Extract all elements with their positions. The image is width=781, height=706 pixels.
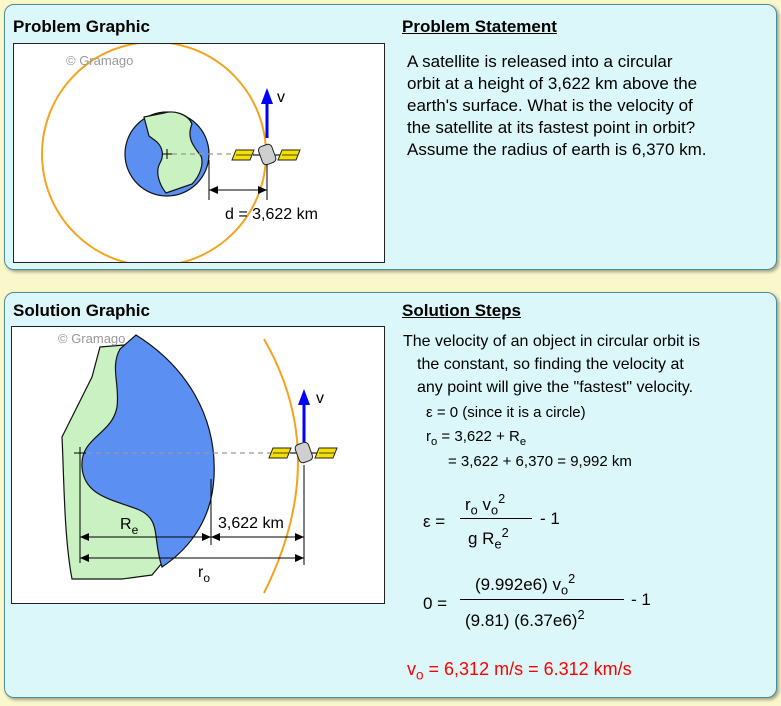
statement-line-4: the satellite at its fastest point in orbit?: [407, 118, 696, 137]
eq1-tail: - 1: [540, 509, 560, 528]
eq1-fraction-bar: [460, 518, 532, 519]
problem-graphic-heading: Problem Graphic: [13, 17, 150, 36]
solution-graphic-heading: Solution Graphic: [13, 301, 150, 320]
distance-label: d = 3,622 km: [225, 206, 318, 223]
velocity-arrowhead: [261, 88, 273, 104]
re-label: $R_e$: [120, 516, 139, 537]
problem-panel: [4, 4, 777, 270]
copyright-label: © Gramago: [66, 53, 134, 68]
solution-panel: [4, 292, 777, 698]
ro-line-1: $r_o = 3,622 + R_e$: [426, 428, 527, 448]
satellite-icon: [269, 441, 337, 464]
solution-diagram: [12, 327, 384, 603]
problem-diagram: [14, 44, 384, 262]
eq2-tail: - 1: [631, 590, 651, 609]
intro-line-1: The velocity of an object in circular orbit is: [403, 333, 701, 350]
height-arrow-left: [211, 533, 220, 541]
eq1-denominator: g $R_e^2$: [468, 525, 509, 552]
ro-label: $r_o$: [198, 564, 211, 585]
solution-graphic: [11, 326, 385, 604]
intro-line-3: any point will give the "fastest" velocity.: [417, 379, 694, 396]
statement-line-2: orbit at a height of 3,622 km above the: [407, 74, 698, 93]
dimension-arrow-right: [258, 186, 267, 194]
problem-statement-heading: Problem Statement: [402, 17, 557, 36]
final-answer: $v_o = 6,312$ m/s = 6.312 km/s: [407, 659, 632, 683]
ro-line-2: = 3,622 + 6,370 = 9,992 km: [448, 453, 632, 470]
epsilon-line: ε = 0 (since it is a circle): [426, 404, 586, 421]
statement-line-3: earth's surface. What is the velocity of: [407, 96, 693, 115]
ro-arrow-right: [295, 554, 304, 562]
satellite-icon: [232, 143, 300, 166]
dimension-arrow-left: [209, 186, 218, 194]
height-label: 3,622 km: [218, 515, 284, 532]
height-arrow-right: [295, 533, 304, 541]
solution-steps-heading: Solution Steps: [402, 301, 521, 320]
orbit-arc: [264, 339, 298, 593]
statement-line-5: Assume the radius of earth is 6,370 km.: [407, 140, 707, 159]
statement-line-1: A satellite is released into a circular: [407, 52, 673, 71]
velocity-label: v: [277, 89, 285, 106]
copyright-label: © Gramago: [58, 331, 126, 346]
eq1-numerator: $r_o$ $v_o^2$: [465, 491, 506, 518]
problem-graphic: [13, 43, 385, 263]
eq2-fraction-bar: [460, 599, 624, 600]
intro-line-2: the constant, so finding the velocity at: [417, 356, 684, 373]
velocity-arrowhead: [298, 389, 310, 405]
velocity-label: v: [316, 390, 324, 407]
eq2-lhs: 0 =: [423, 594, 448, 613]
re-arrow-right: [202, 533, 211, 541]
eq1-lhs: ε =: [423, 512, 446, 531]
eq2-numerator: (9.992e6) $v_o^2$: [475, 571, 576, 598]
eq2-denominator: (9.81) $(6.37e6)^2$: [465, 607, 585, 630]
